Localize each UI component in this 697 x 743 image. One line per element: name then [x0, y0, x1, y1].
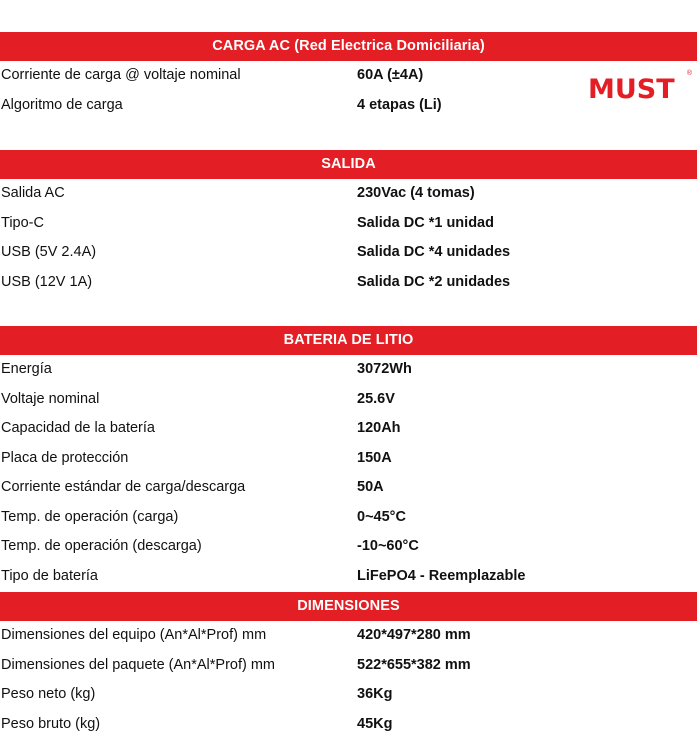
must-logo — [588, 70, 692, 106]
spec-label: Tipo-C — [1, 214, 44, 231]
spec-label: Tipo de batería — [1, 567, 98, 584]
spec-label: Placa de protección — [1, 449, 129, 466]
spec-label: Corriente de carga @ voltaje nominal — [1, 67, 241, 83]
section-header: DIMENSIONES — [0, 592, 697, 621]
spec-row — [0, 710, 697, 740]
section-dimensiones — [0, 592, 697, 739]
spec-row — [0, 473, 697, 503]
spec-row — [0, 179, 697, 209]
spec-row — [0, 562, 697, 592]
section-header: CARGA AC (Red Electrica Domiciliaria) — [0, 32, 697, 61]
spec-row — [0, 268, 697, 298]
spec-value: 45Kg — [357, 715, 393, 732]
spec-label: Energía — [1, 361, 52, 377]
spec-value: 25.6V — [357, 390, 395, 407]
spec-value: 420*497*280 mm — [357, 627, 471, 643]
spec-value: LiFePO4 - Reemplazable — [357, 567, 526, 584]
spec-row — [0, 680, 697, 710]
section-salida — [0, 150, 697, 297]
spec-label: Peso neto (kg) — [1, 686, 96, 702]
spec-value: 230Vac (4 tomas) — [357, 185, 475, 201]
spec-label: Salida AC — [1, 185, 65, 201]
spec-value: Salida DC *2 unidades — [357, 273, 511, 290]
spec-label: Algoritmo de carga — [1, 96, 123, 113]
spec-value: 0~45°C — [357, 508, 406, 525]
spec-value: Salida DC *4 unidades — [357, 244, 511, 260]
spec-row — [0, 444, 697, 474]
spec-value: 36Kg — [357, 686, 393, 702]
spec-label: Capacidad de la batería — [1, 420, 155, 436]
spec-label: Corriente estándar de carga/descarga — [1, 479, 246, 495]
spec-value: -10~60°C — [357, 538, 419, 554]
registered-mark: ® — [686, 70, 692, 77]
spec-value: 150A — [357, 449, 392, 466]
spec-label: Peso bruto (kg) — [1, 715, 101, 732]
spec-value: 522*655*382 mm — [357, 656, 471, 673]
section-bateria — [0, 326, 697, 591]
spec-row — [0, 651, 697, 681]
spec-label: USB (5V 2.4A) — [1, 244, 97, 260]
spec-value: 60A (±4A) — [357, 67, 424, 83]
logo-wordmark: MUST — [588, 74, 675, 105]
spec-row — [0, 414, 697, 444]
spec-value: 120Ah — [357, 420, 401, 436]
spec-label: Temp. de operación (carga) — [1, 508, 179, 525]
spec-row — [0, 209, 697, 239]
section-header: SALIDA — [0, 150, 697, 179]
spec-row — [0, 355, 697, 385]
spec-row — [0, 532, 697, 562]
spec-row — [0, 385, 697, 415]
spec-value: 3072Wh — [357, 361, 412, 377]
spec-label: Dimensiones del paquete (An*Al*Prof) mm — [1, 656, 276, 673]
spec-label: USB (12V 1A) — [1, 273, 93, 290]
section-header: BATERIA DE LITIO — [0, 326, 697, 355]
spec-value: Salida DC *1 unidad — [357, 214, 494, 231]
spec-value: 50A — [357, 479, 384, 495]
spec-row — [0, 503, 697, 533]
spec-row — [0, 621, 697, 651]
spec-label: Temp. de operación (descarga) — [1, 538, 202, 554]
spec-label: Voltaje nominal — [1, 390, 100, 407]
spec-label: Dimensiones del equipo (An*Al*Prof) mm — [1, 627, 267, 643]
spec-row — [0, 238, 697, 268]
spec-value: 4 etapas (Li) — [357, 96, 442, 113]
